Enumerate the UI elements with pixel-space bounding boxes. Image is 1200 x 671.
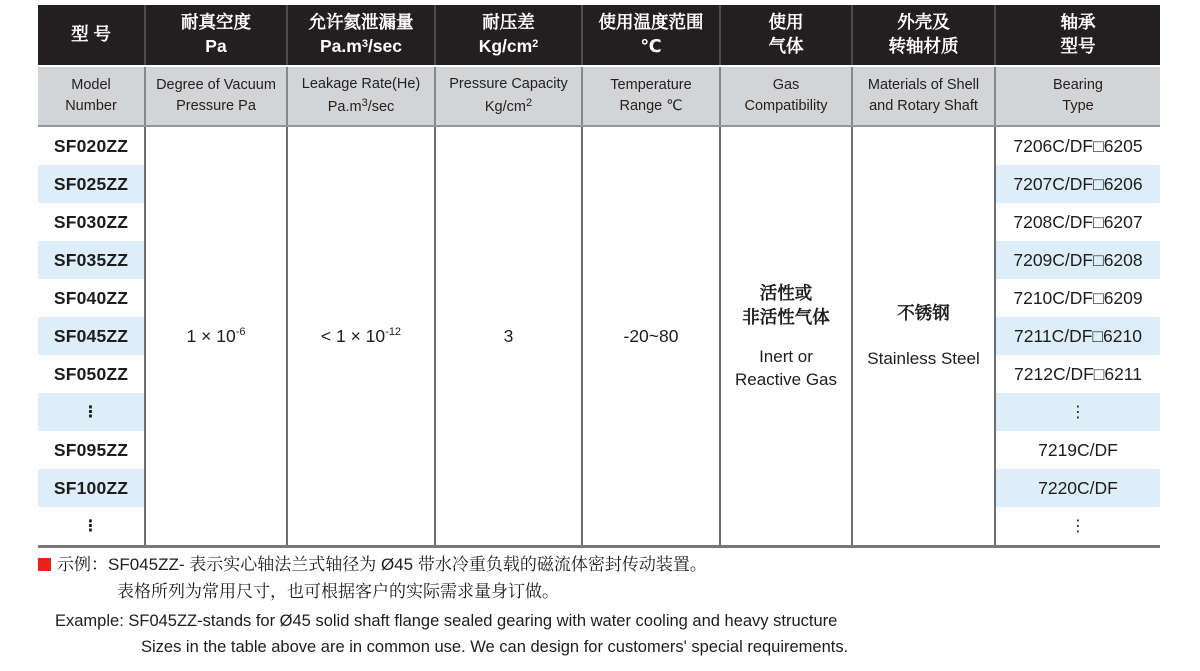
model-cell: SF045ZZ [38,317,145,355]
model-cell: SF025ZZ [38,165,145,203]
bearing-cell: 7208C/DF□6207 [995,203,1160,241]
bearing-ellipsis: ⋮ [995,393,1160,431]
bearing-cell: 7220C/DF [995,469,1160,507]
model-cell: SF050ZZ [38,355,145,393]
note-line-cn-1: 示例：SF045ZZ- 表示实心轴法兰式轴径为 Ø45 带水冷重负载的磁流体密封传动装置。 [38,552,1178,579]
bearing-cell: 7212C/DF□6211 [995,355,1160,393]
header-shell-en: Materials of Shell and Rotary Shaft [852,66,995,126]
model-cell: SF030ZZ [38,203,145,241]
note-line-en-2: Sizes in the table above are in common use. We can design for customers' special requirements. [141,637,849,656]
bearing-cell: 7206C/DF□6205 [995,126,1160,165]
model-cell: SF040ZZ [38,279,145,317]
model-cell: SF095ZZ [38,431,145,469]
header-bearing-cn: 轴承 型号 [995,5,1160,66]
footnotes [38,552,1178,660]
bearing-cell: 7209C/DF□6208 [995,241,1160,279]
model-cell: SF020ZZ [38,126,145,165]
header-temperature-cn: 使用温度范围 ℃ [582,5,720,66]
header-row-cn [38,5,1160,66]
model-ellipsis: ⋮ [38,507,145,547]
bearing-ellipsis: ⋮ [995,507,1160,547]
bearing-cell: 7219C/DF [995,431,1160,469]
header-vacuum-cn: 耐真空度 Pa [145,5,287,66]
bearing-cell: 7207C/DF□6206 [995,165,1160,203]
temperature-value-cell: -20~80 [582,126,720,547]
bearing-cell: 7210C/DF□6209 [995,279,1160,317]
header-row-en [38,66,1160,126]
table-row [38,126,1160,165]
header-model-cn: 型 号 [38,5,145,66]
shell-value-cell: 不锈钢 Stainless Steel [852,126,995,547]
red-square-bullet [38,558,51,571]
header-leak-cn: 允许氦泄漏量 $Pa.m^3/\sec$ [287,5,435,66]
header-pressure-cn: 耐压差 $Kg/cm^2$ [435,5,582,66]
header-vacuum-en: Degree of Vacuum Pressure Pa [145,66,287,126]
model-cell: SF100ZZ [38,469,145,507]
header-model-en: Model Number [38,66,145,126]
header-gas-cn: 使用 气体 [720,5,852,66]
header-shell-cn: 外壳及 转轴材质 [852,5,995,66]
header-temperature-en: Temperature Range ℃ [582,66,720,126]
header-bearing-en: Bearing Type [995,66,1160,126]
note-line-en-1: Example: SF045ZZ-stands for Ø45 solid shaft flange sealed gearing with water cooling and heavy structure [55,611,838,630]
leak-value-cell: < $1 \times 10^{-12}$ [287,126,435,547]
bearing-cell: 7211C/DF□6210 [995,317,1160,355]
note-line-cn-2: 表格所列为常用尺寸，也可根据客户的实际需求量身订做。 [117,581,559,601]
header-pressure-en: Pressure Capacity $Kg/cm^2$ [435,66,582,126]
gas-value-cell: 活性或 非活性气体 Inert or Reactive Gas [720,126,852,547]
vacuum-value-cell: $1 \times 10^{-6}$ [145,126,287,547]
model-cell: SF035ZZ [38,241,145,279]
header-gas-en: Gas Compatibility [720,66,852,126]
header-leak-en: Leakage Rate(He) $Pa.m^3/\sec$ [287,66,435,126]
pressure-value-cell: 3 [435,126,582,547]
spec-table [38,5,1160,548]
model-ellipsis: ⋮ [38,393,145,431]
